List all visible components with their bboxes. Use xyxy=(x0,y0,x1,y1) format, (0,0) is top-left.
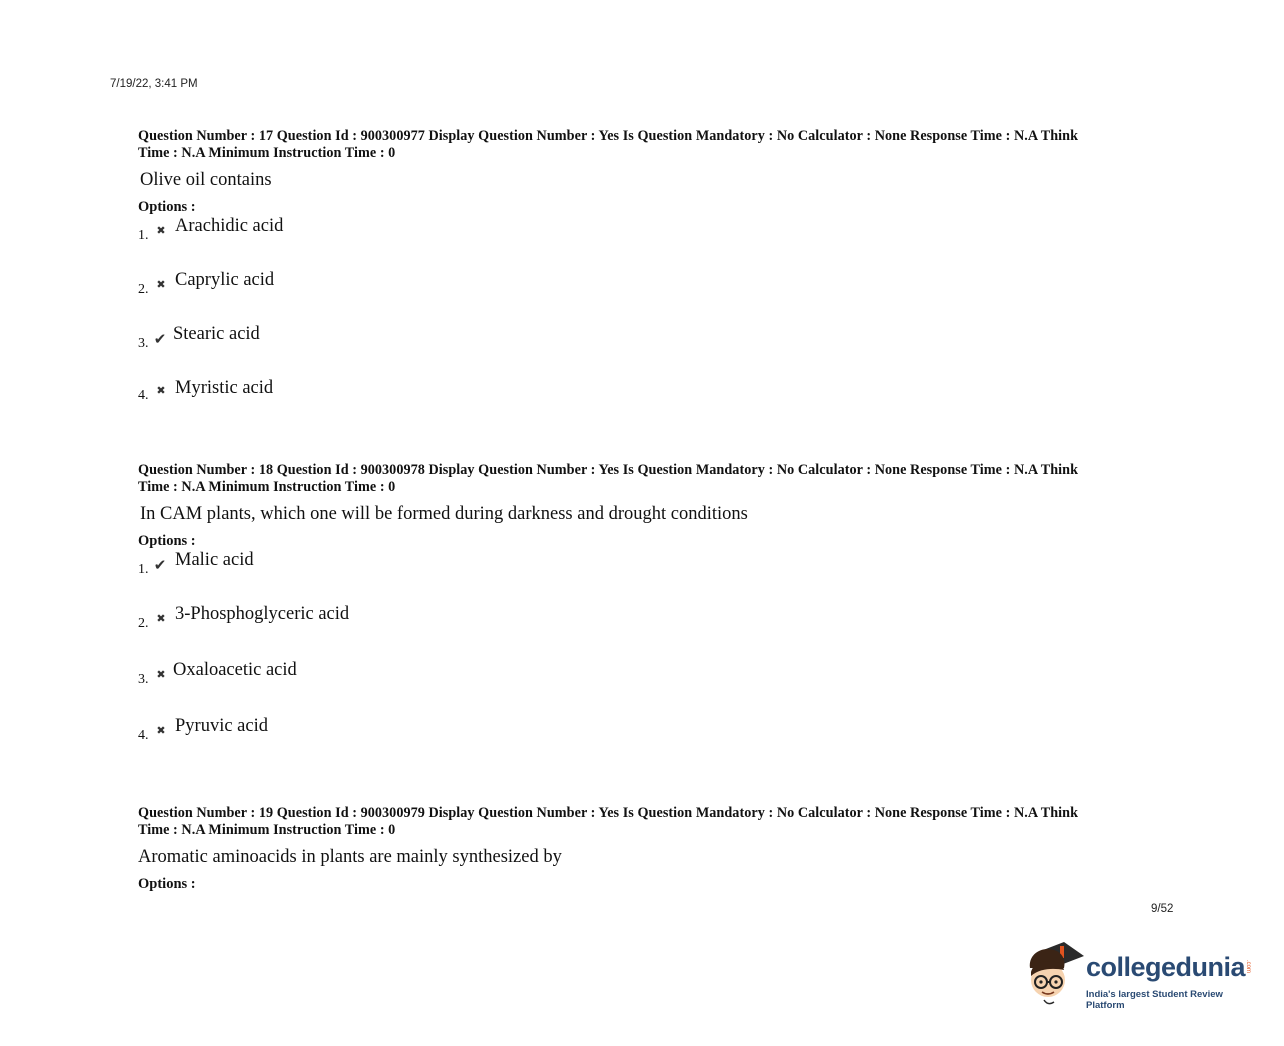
option-3 xyxy=(138,660,1148,716)
option-1 xyxy=(138,550,1148,604)
check-icon: ✔ xyxy=(153,330,167,348)
cross-icon: ✖ xyxy=(156,384,166,397)
options-label: Options : xyxy=(138,199,196,215)
options-label: Options : xyxy=(138,533,196,549)
logo-wordmark: collegedunia xyxy=(1086,952,1246,982)
option-number: 1. xyxy=(138,228,149,243)
meta-line-1: Question Number : 18 Question Id : 900300978 Display Question Number : Yes Is Question Mandatory : No Calculator : None Response Time : N.A Think xyxy=(138,462,1079,478)
question-text: In CAM plants, which one will be formed during darkness and drought conditions xyxy=(140,504,748,524)
option-number: 3. xyxy=(138,336,149,351)
option-2 xyxy=(138,270,1148,324)
cross-icon: ✖ xyxy=(156,278,166,291)
option-number: 1. xyxy=(138,562,149,577)
question-meta xyxy=(138,128,1148,162)
collegedunia-logo xyxy=(1024,938,1254,1011)
meta-line-1: Question Number : 17 Question Id : 900300977 Display Question Number : Yes Is Question Mandatory : No Calculator : None Response Time : N.A Think xyxy=(138,128,1079,144)
options-list xyxy=(138,550,1148,770)
option-3 xyxy=(138,324,1148,378)
option-number: 2. xyxy=(138,282,149,297)
option-2 xyxy=(138,604,1148,660)
option-number: 4. xyxy=(138,388,149,403)
meta-line-1: Question Number : 19 Question Id : 900300979 Display Question Number : Yes Is Question Mandatory : No Calculator : None Response Time : N.A Think xyxy=(138,805,1079,821)
logo-tagline: India's largest Student Review Platform xyxy=(1086,989,1223,1011)
meta-line-2: Time : N.A Minimum Instruction Time : 0 xyxy=(138,145,396,161)
question-text: Olive oil contains xyxy=(140,170,272,190)
logo-suffix: .com xyxy=(1245,960,1251,974)
options-list xyxy=(138,216,1148,432)
option-number: 3. xyxy=(138,672,149,687)
option-number: 4. xyxy=(138,728,149,743)
option-label: 3-Phosphoglyceric acid xyxy=(175,604,350,624)
check-icon: ✔ xyxy=(153,556,167,574)
option-4 xyxy=(138,716,1148,770)
meta-line-2: Time : N.A Minimum Instruction Time : 0 xyxy=(138,479,396,495)
print-timestamp: 7/19/22, 3:41 PM xyxy=(110,78,198,90)
question-text: Aromatic aminoacids in plants are mainly synthesized by xyxy=(138,847,562,867)
question-19 xyxy=(138,805,1148,893)
option-label: Caprylic acid xyxy=(175,270,275,290)
option-label: Pyruvic acid xyxy=(175,716,268,736)
cross-icon: ✖ xyxy=(156,724,166,737)
option-label: Arachidic acid xyxy=(175,216,284,236)
option-label: Malic acid xyxy=(175,550,254,570)
question-17 xyxy=(138,128,1148,432)
options-label: Options : xyxy=(138,876,196,892)
option-label: Stearic acid xyxy=(173,324,260,344)
cross-icon: ✖ xyxy=(156,668,166,681)
option-label: Oxaloacetic acid xyxy=(173,660,297,680)
cross-icon: ✖ xyxy=(156,224,166,237)
page-number: 9/52 xyxy=(1151,903,1174,915)
meta-line-2: Time : N.A Minimum Instruction Time : 0 xyxy=(138,822,396,838)
option-number: 2. xyxy=(138,616,149,631)
question-18 xyxy=(138,462,1148,770)
option-1 xyxy=(138,216,1148,270)
question-meta xyxy=(138,462,1148,496)
student-mascot-icon xyxy=(1024,938,1086,1008)
cross-icon: ✖ xyxy=(156,612,166,625)
option-4 xyxy=(138,378,1148,432)
question-meta xyxy=(138,805,1148,839)
option-label: Myristic acid xyxy=(175,378,274,398)
